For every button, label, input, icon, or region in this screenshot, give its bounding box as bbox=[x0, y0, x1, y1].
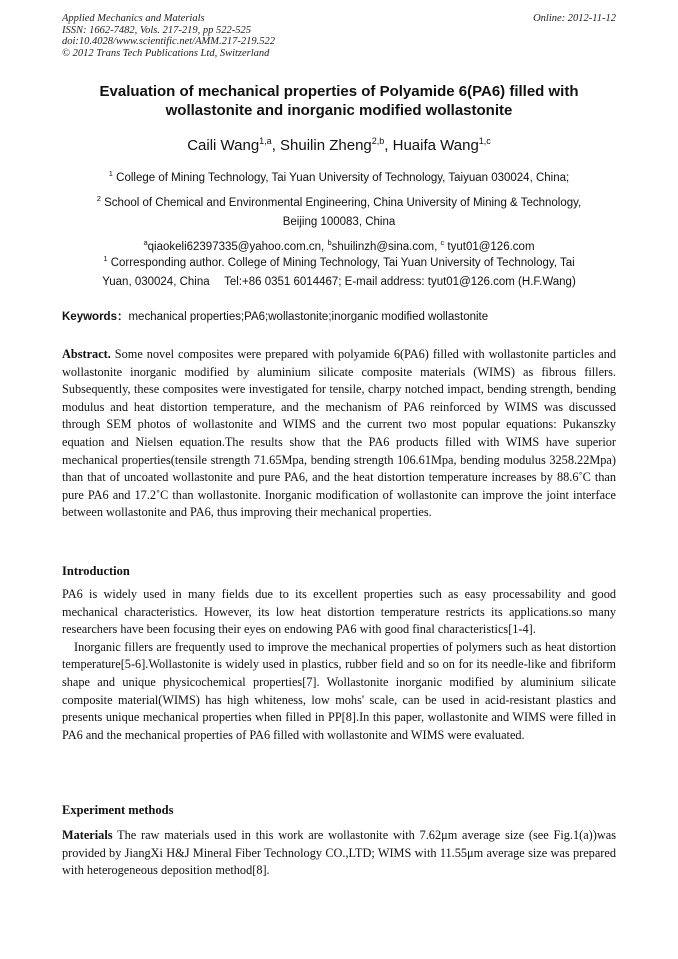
title-line-1: Evaluation of mechanical properties of Polyamide 6(PA6) filled with bbox=[99, 83, 579, 100]
online-date: Online: 2012-11-12 bbox=[533, 13, 616, 24]
email-a-marker: a bbox=[143, 238, 148, 247]
affiliation-2 bbox=[62, 189, 616, 232]
introduction-paragraph-2: Inorganic fillers are frequently used to improve the mechanical properties of polymers such as heat distortion temperature[5-6].Wollastonite is widely used in plastics, rubber field and so on for its needle-like and fibriform shape and unique physicochemical properties[7]. Wollastonite inorganic modified by aluminium silicate composite material(WIMS) has high whiteness, low mohs' scale, can be used in acid-resistant plastics and presents unique mechanical properties when filled in PP[8].In this paper, wollastonite and WIMS were filled in PA6 and the mechanical properties of PA6 filled with wollastonite and WIMS were evaluated. bbox=[62, 639, 616, 742]
corresponding-number: 1 bbox=[103, 254, 108, 263]
author-2: Shuilin Zheng bbox=[280, 137, 372, 154]
author-separator: , bbox=[384, 137, 393, 154]
keywords bbox=[62, 309, 616, 325]
copyright-line: © 2012 Trans Tech Publications Ltd, Switzerland bbox=[62, 47, 270, 59]
materials-label: Materials bbox=[62, 828, 113, 842]
introduction-body bbox=[62, 586, 616, 744]
introduction-heading: Introduction bbox=[62, 564, 130, 578]
corresponding-line-1: Corresponding author. College of Mining Technology, Tai Yuan University of Technology, Tai bbox=[107, 256, 575, 269]
title-line-2: wollastonite and inorganic modified wollastonite bbox=[165, 102, 513, 119]
corresponding-line-2: Yuan, 030024, China Tel:+86 0351 6014467; E-mail address: tyut01@126.com (H.F.Wang) bbox=[102, 275, 576, 288]
author-1: Caili Wang bbox=[187, 137, 260, 154]
corresponding-author bbox=[62, 249, 616, 292]
affiliation-1-text: College of Mining Technology, Tai Yuan University of Technology, Taiyuan 030024, China; bbox=[112, 171, 570, 184]
issn-line: ISSN: 1662-7482, Vols. 217-219, pp 522-525 bbox=[62, 24, 251, 36]
author-list bbox=[62, 132, 616, 155]
email-c: tyut01@126.com bbox=[444, 240, 535, 253]
doi-line: doi:10.4028/www.scientific.net/AMM.217-219.522 bbox=[62, 36, 275, 47]
email-b: shuilinzh@sina.com, bbox=[331, 240, 441, 253]
affiliation-2-number: 2 bbox=[96, 194, 101, 203]
email-a: qiaokeli62397335@yahoo.com.cn, bbox=[147, 240, 328, 253]
paper-title bbox=[62, 82, 616, 120]
keywords-label: Keywords： bbox=[62, 311, 129, 323]
journal-header bbox=[62, 13, 616, 59]
abstract bbox=[62, 346, 616, 522]
experiment-heading: Experiment methods bbox=[62, 803, 174, 817]
affiliation-1 bbox=[62, 164, 616, 188]
introduction-paragraph-1: PA6 is widely used in many fields due to its excellent properties such as easy processability and good mechanical characteristics. However, its low heat distortion temperature restricts its applications.so many researchers have been focusing their eyes on endowing PA6 with good final characteristics[1-4]. bbox=[62, 587, 616, 637]
journal-name: Applied Mechanics and Materials bbox=[62, 13, 205, 24]
materials-paragraph bbox=[62, 827, 616, 880]
abstract-text: Some novel composites were prepared with polyamide 6(PA6) filled with wollastonite particles and wollastonite inorganic modified by aluminium silicate composite materials (WIMS) as fibrous fillers. Subsequently, these composites were investigated for tensile, charpy notched impact, bending strength, bending modulus and heat distortion temperature, and the mechanism of PA6 reinforced by WIMS was discussed through SEM photos of wollastonite and WIMS and the current two most popular equations: Pukanszky equation and Nielsen equation.The results show that the PA6 products filled with WIMS have superior mechanical properties(tensile strength 71.65Mpa, bending strength 106.61Mpa, bending modulus 3258.22Mpa) than that of uncoated wollastonite and pure PA6, and the heat distortion temperature increases by 88.6˚C than pure PA6 and 17.2˚C than wollastonite. Inorganic modification of wollastonite can improve the joint interface between wollastonite and PA6, thus improving their mechanical properties. bbox=[62, 347, 616, 520]
materials-text: The raw materials used in this work are wollastonite with 7.62μm average size (see Fig.1(a))was provided by JiangXi H&J Mineral Fiber Technology CO.,LTD; WIMS with 11.55μm average size was prepared with heterogeneous deposition method[8]. bbox=[62, 828, 616, 878]
abstract-label: Abstract. bbox=[62, 347, 111, 361]
author-3: Huaifa Wang bbox=[392, 137, 479, 154]
author-1-affiliation: 1,a bbox=[259, 136, 272, 146]
author-3-affiliation: 1,c bbox=[478, 136, 491, 146]
email-b-marker: b bbox=[327, 238, 332, 247]
affiliation-1-number: 1 bbox=[108, 169, 113, 178]
affiliation-2-line-2: Beijing 100083, China bbox=[282, 215, 396, 228]
author-2-affiliation: 2,b bbox=[371, 136, 385, 146]
affiliation-2-line-1: School of Chemical and Environmental Engineering, China University of Mining & Technology, bbox=[100, 196, 582, 209]
email-c-marker: c bbox=[440, 238, 445, 247]
keywords-text: mechanical properties;PA6;wollastonite;inorganic modified wollastonite bbox=[128, 311, 489, 323]
author-separator: , bbox=[271, 137, 281, 154]
